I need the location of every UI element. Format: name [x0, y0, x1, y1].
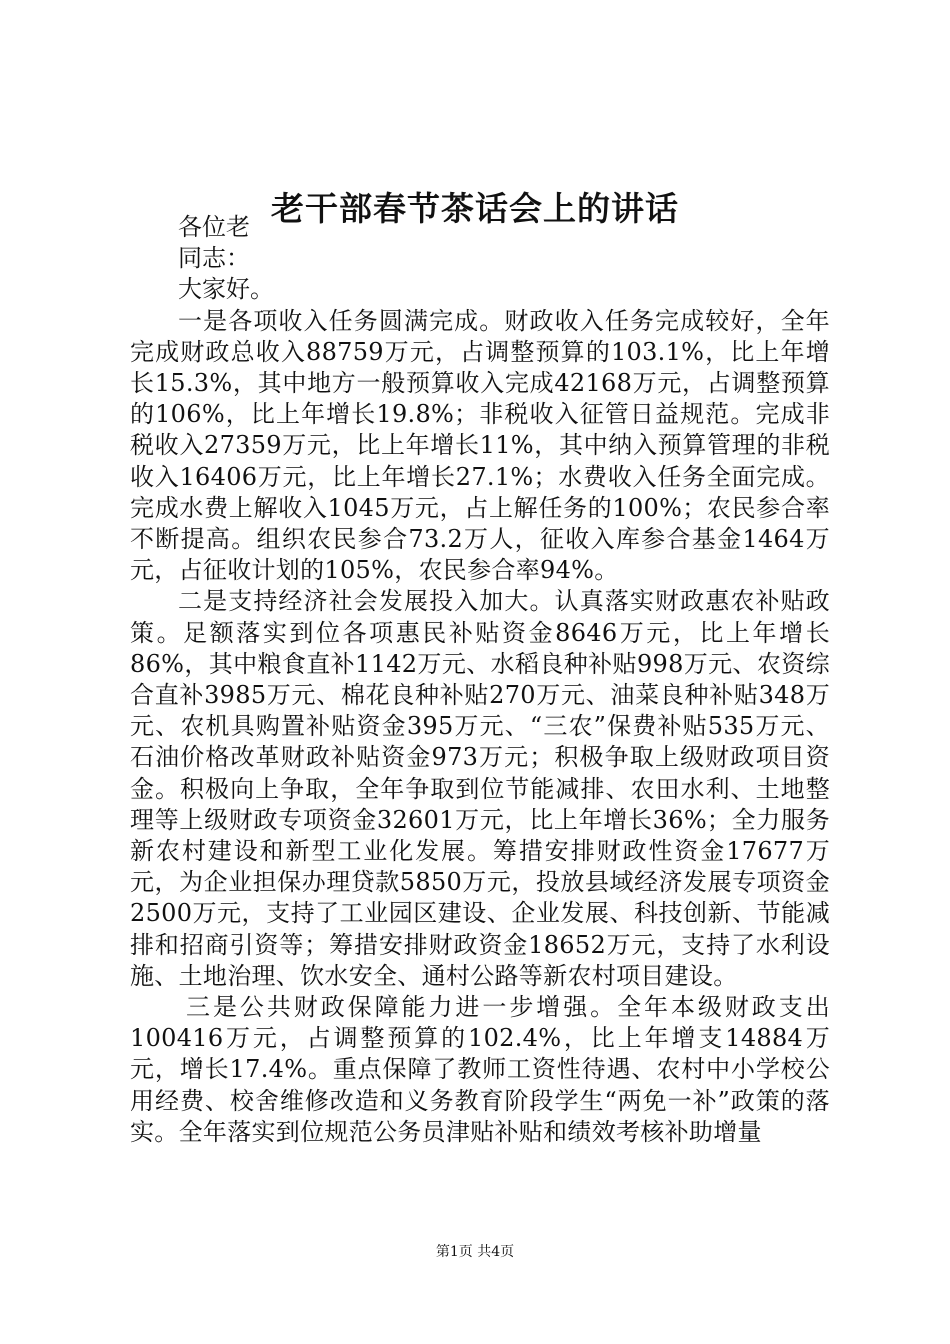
document-title: 老干部春节茶话会上的讲话 — [271, 189, 679, 228]
paragraph-public-finance: 三是公共财政保障能力进一步增强。全年本级财政支出100416万元，占调整预算的102.4%，比上年增支14884万元，增长17.4%。重点保障了教师工资性待遇、农村中小学校公用经费、校舍维修改造和义务教育阶段学生“两免一补”政策的落实。全年落实到位规范公务员津贴补贴和绩效考核补助增量 — [130, 993, 830, 1146]
salutation-line-1: 各位老 — [178, 213, 250, 241]
salutation-line-2: 同志： — [178, 244, 250, 273]
document-body — [130, 212, 830, 1148]
page-indicator: 第1页 共4页 — [435, 1244, 515, 1260]
paragraph-revenue: 一是各项收入任务圆满完成。财政收入任务完成较好，全年完成财政总收入88759万元，占调整预算的103.1%，比上年增长15.3%，其中地方一般预算收入完成42168万元，占调整预算的106%，比上年增长19.8%；非税收入征管日益规范。完成非税收入27359万元，比上年增长11%，其中纳入预算管理的非税收入16406万元，比上年增长27.1%；水费收入任务全面完成。完成水费上解收入1045万元，占上解任务的100%；农民参合率不断提高。组织农民参合73.2万人，征收入库参合基金1464万元，占征收计划的105%，农民参合率94%。 — [130, 306, 830, 585]
greeting-line: 大家好。 — [178, 275, 274, 304]
paragraph-development: 二是支持经济社会发展投入加大。认真落实财政惠农补贴政策。足额落实到位各项惠民补贴资金8646万元，比上年增长86%，其中粮食直补1142万元、水稻良种补贴998万元、农资综合直补3985万元、棉花良种补贴270万元、油菜良种补贴348万元、农机具购置补贴资金395万元、“三农”保费补贴535万元、石油价格改革财政补贴资金973万元；积极争取上级财政项目资金。积极向上争取，全年争取到位节能减排、农田水利、土地整理等上级财政专项资金32601万元，比上年增长36%；全力服务新农村建设和新型工业化发展。筹措安排财政性资金17677万元，为企业担保办理贷款5850万元，投放县域经济发展专项资金2500万元，支持了工业园区建设、企业发展、科技创新、节能减排和招商引资等；筹措安排财政资金18652万元，支持了水利设施、土地治理、饮水安全、通村公路等新农村项目建设。 — [130, 587, 830, 990]
